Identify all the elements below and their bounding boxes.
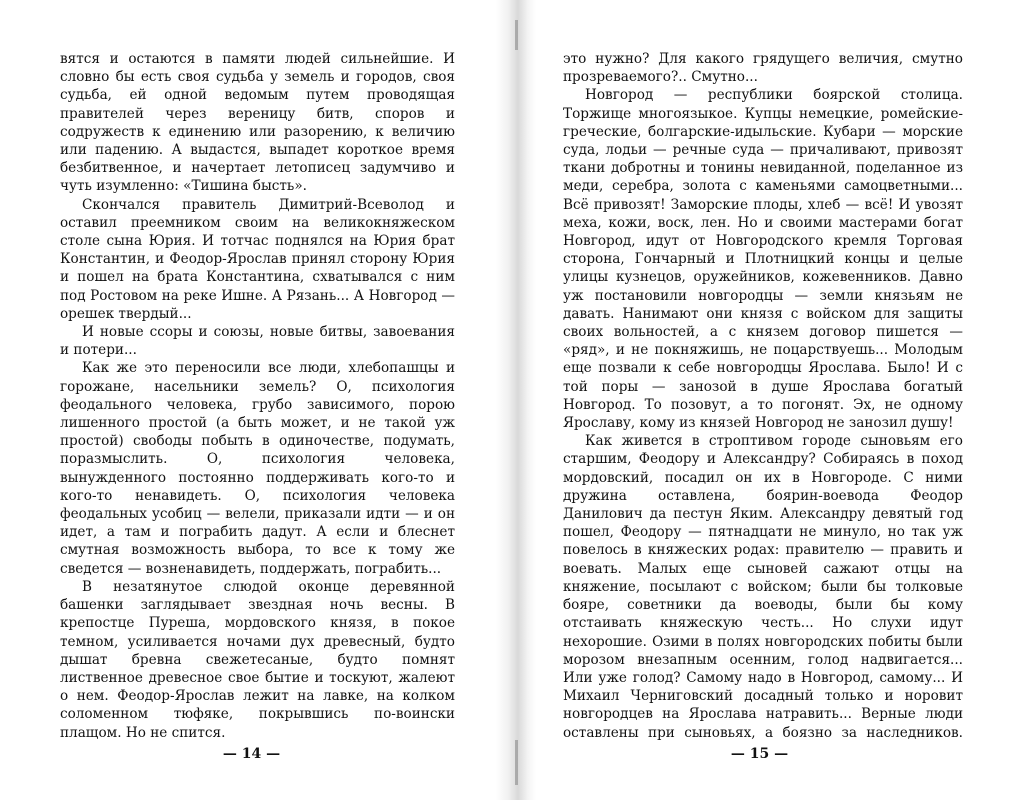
paragraph: И новые ссоры и союзы, новые битвы, завоевания и потери... [60,324,455,359]
right-page-text [563,50,963,740]
paragraph: Как живется в строптивом городе сыновьям его старшим, Феодору и Александру? Собираясь в поход мордовский, посадил он их в Новгороде. С ними дружина оставлена, боярин-воевода Феодор Данилович да пестун Яким. Александру девятый год пошел, Феодору — пятнадцати не минуло, но так уж повелось в княжеских родах: правителю — править и воевать. Малых еще сыновей сажают отцы на княжение, посылают с войском; были бы толковые бояре, советники да воеводы, были бы кому отстаивать княжескую честь... Но слухи идут нехорошие. Озими в полях новгородских побиты были морозом внезапным осенним, голод надвигается... Или уже голод? Самому надо в Новгород, самому... И Михаил Черниговский досадный только и норовит новгородцев на Ярослава натравить... Верные люди оставлены при сыновьях, а боязно за наследников. [563,433,963,740]
right-page [503,0,1016,800]
page-number: — 14 — [222,746,281,762]
left-page-text [60,50,455,740]
page-number: — 15 — [730,746,789,762]
paragraph: вятся и остаются в памяти людей сильнейшие. И словно бы есть своя судьба у земель и городов, своя судьба, ей одной ведомым путем проводящая правителей через вереницу битв, споров и содружеств к единению или разорению, к величию или падению. А выдастся, выпадет короткое время безбитвенное, и начертает летописец задумчиво и чуть изумленно: «Тишина бысть». [60,51,455,195]
paragraph: В незатянутое слюдой оконце деревянной башенки заглядывает звездная ночь весны. В крепостце Пуреша, мордовского князя, в покое темном, усиливается ночами дух древесный, будто дышат бревна свежетесаные, будто помнят лиственное древесное свое бытие и тоскуют, жалеют о нем. Феодор-Ярослав лежит на лавке, на колком соломенном тюфяке, покрывшись по-воински плащом. Но не спится. [60,578,455,740]
paragraph: это нужно? Для какого грядущего величия, смутно прозреваемого?.. Смутно... [563,51,963,86]
paragraph: Новгород — республики боярской столица. Торжище многоязыкое. Купцы немецкие, ромейские-греческие, болгарские-идыльские. Кубари — морские суда, лодьи — речные суда — причаливают, привозят ткани добротны и тонины невиданной, поделанное из меди, серебра, золота с каменьями самоцветными... Всё привозят! Заморские плоды, хлеб — всё! И увозят меха, кожи, воск, лен. Но и своими мастерами богат Новгород, идут от Новгородского кремля Торговая сторона, Гончарный и Плотницкий концы и целые улицы кузнецов, оружейников, кожевенников. Давно уж постановили новгородцы — земли князьям не давать. Нанимают они князя с войском для защиты своих вольностей, а с князем договор пишется — «ряд», и не покняжишь, не поцарствуешь... Молодым еще позвали к себе новгородцы Ярослава. Было! И с той поры — занозой в душе Ярослава богатый Новгород. То позовут, а то погонят. Эх, не одному Ярославу, кому из князей Новгород не занозил душу! [563,87,963,432]
paragraph: Скончался правитель Димитрий-Всеволод и оставил преемником своим на великокняжеском столе сына Юрия. И тотчас поднялся на Юрия брат Константин, и Феодор-Ярослав принял сторону Юрия и пошел на брата Константина, схватывался с ним под Ростовом на реке Ишне. А Рязань... А Новгород — орешек твердый... [60,196,455,322]
left-page [0,0,503,800]
paragraph: Как же это переносили все люди, хлебопашцы и горожане, насельники земель? О, психология феодального человека, грубо зависимого, порою лишенного простой (а быть может, и не такой уж простой) свободы побыть в одиночестве, подумать, поразмыслить. О, психология человека, вынужденного постоянно поддерживать кого-то и кого-то ненавидеть. О, психология человека феодальных усобиц — велели, приказали идти — и он идет, а там и пограбить дадут. А если и блеснет смутная возможность выбора, то все к тому же сведется — возненавидеть, поддержать, пограбить... [60,360,455,577]
